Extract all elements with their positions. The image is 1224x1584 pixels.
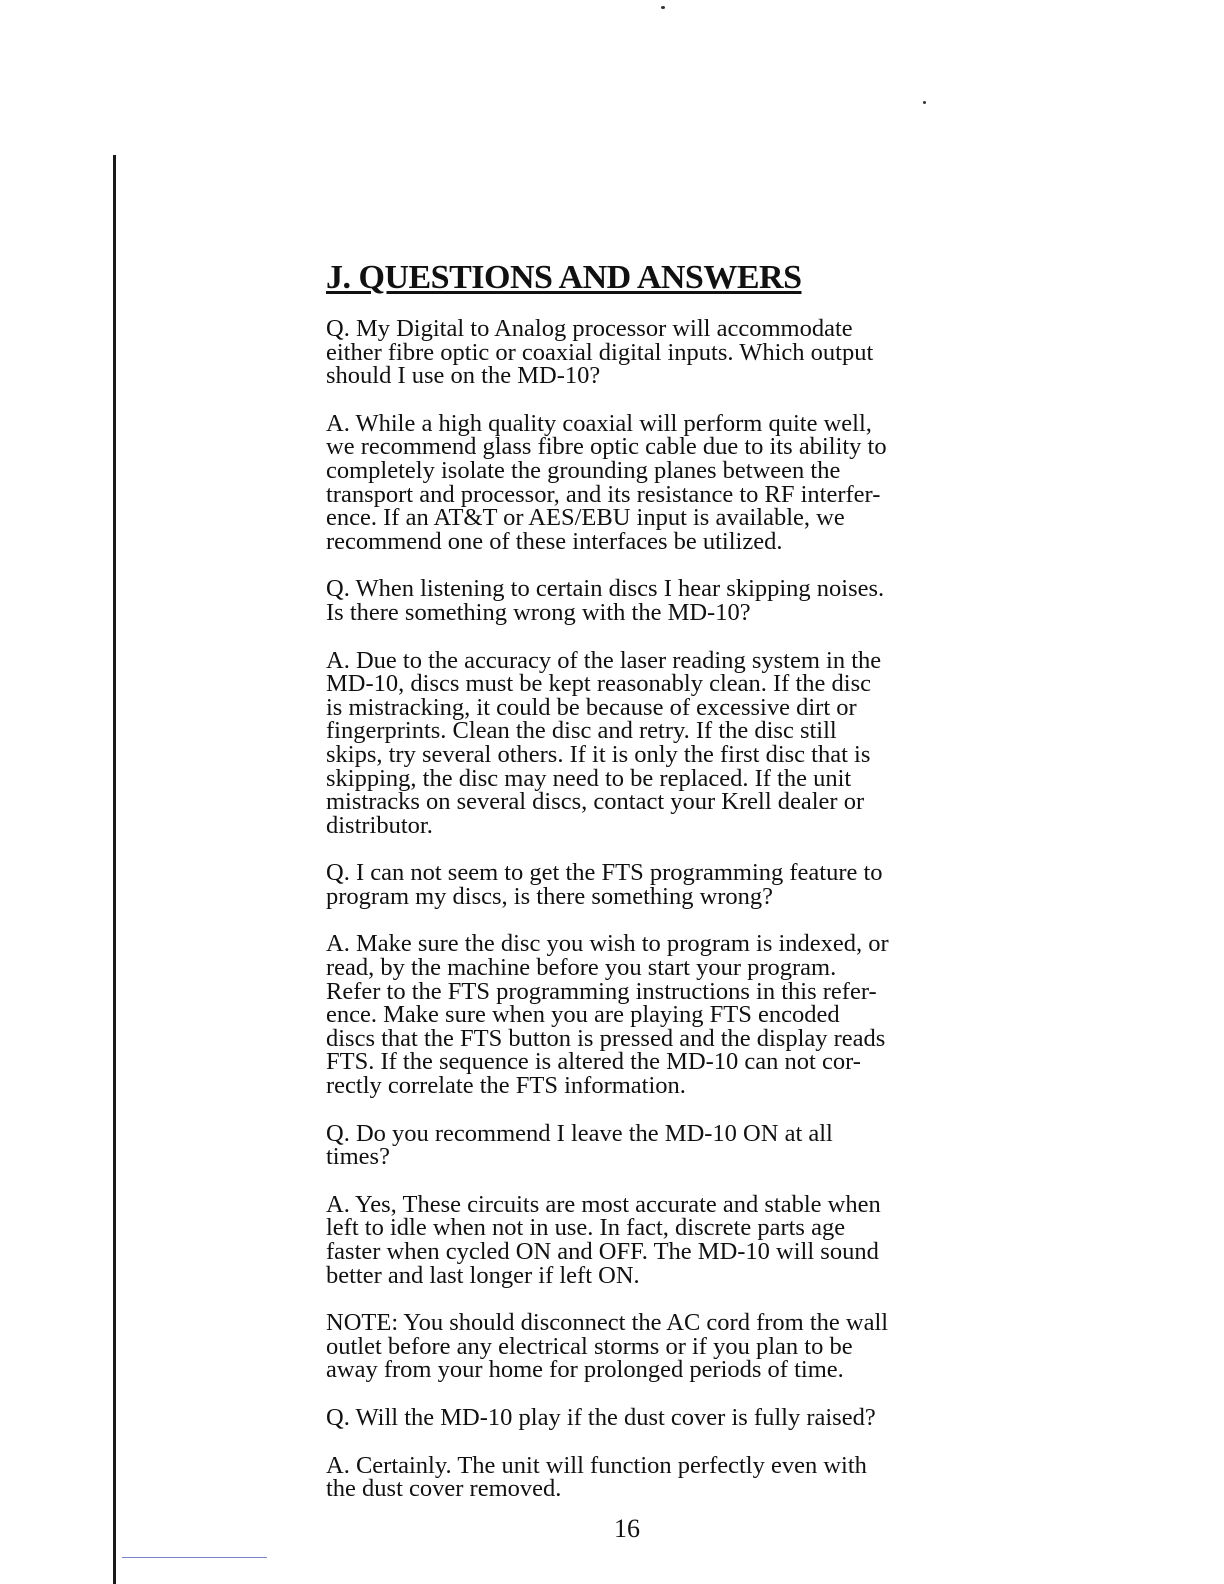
answer-fts-programming: A. Make sure the disc you wish to program is indexed, or read, by the machine before you start your program. Refer to the FTS programming instructions in this refer- ence. Make sure when you are playing FTS encoded discs that the FTS button is pressed and the display reads FTS. If the sequence is altered the MD-10 can not cor- rectly correlate the FTS information.	[326, 930, 889, 1100]
answer-dust-cover: A. Certainly. The unit will function perfectly even with the dust cover removed.	[326, 1451, 867, 1503]
page-content	[326, 258, 976, 1525]
question-fts-programming: Q. I can not seem to get the FTS programming feature to program my discs, is there something wrong?	[326, 859, 883, 910]
question-dust-cover: Q. Will the MD-10 play if the dust cover is fully raised?	[326, 1403, 876, 1431]
scan-speck	[661, 6, 665, 9]
question-skipping-noises: Q. When listening to certain discs I hear skipping noises. Is there something wrong with the MD-10?	[326, 575, 885, 626]
question-leave-on: Q. Do you recommend I leave the MD-10 ON at all times?	[326, 1119, 833, 1171]
scan-line-bottom	[122, 1557, 267, 1558]
scan-speck	[923, 101, 926, 104]
scan-border-left	[113, 155, 116, 1584]
section-title: J. QUESTIONS AND ANSWERS	[326, 259, 802, 296]
page-number: 16	[614, 1514, 640, 1543]
answer-digital-input: A. While a high quality coaxial will perform quite well, we recommend glass fibre optic cable due to its ability to completely isolate the grounding planes between the transport and processor, and its resistance to RF interfer- ence. If an AT&T or AES/EBU input is available, we recommend one of these interfaces be utilized.	[326, 409, 887, 555]
answer-skipping-noises: A. Due to the accuracy of the laser reading system in the MD-10, discs must be kept reasonably clean. If the disc is mistracking, it could be because of excessive dirt or fingerprints. Clean the disc and retry. If the disc still skips, try several others. If it is only the first disc that is skipping, the disc may need to be replaced. If the unit mistracks on several discs, contact your Krell dealer or distributor.	[326, 646, 882, 839]
answer-leave-on: A. Yes, These circuits are most accurate and stable when left to idle when not in use. In fact, discrete parts age faster when cycled ON and OFF. The MD-10 will sound better and last longer if left ON.	[326, 1190, 881, 1289]
note-ac-cord: NOTE: You should disconnect the AC cord from the wall outlet before any electrical storms or if you plan to be away from your home for prolonged periods of time.	[326, 1309, 889, 1384]
question-digital-input: Q. My Digital to Analog processor will accommodate either fibre optic or coaxial digital inputs. Which output should I use on the MD-10?	[326, 315, 874, 390]
